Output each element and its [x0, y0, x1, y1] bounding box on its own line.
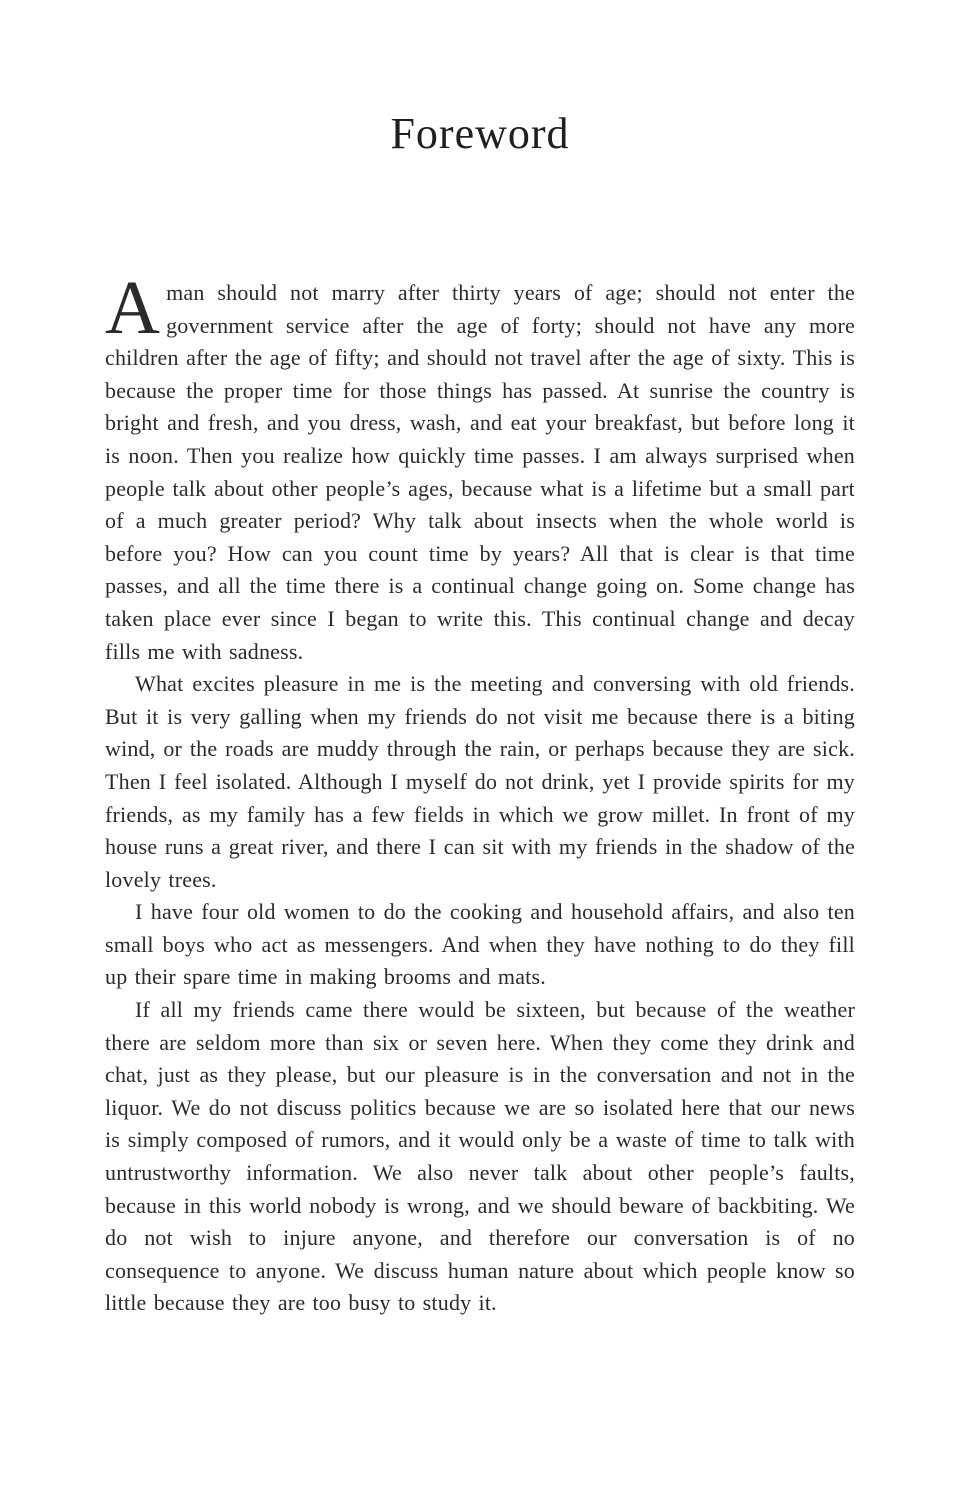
- paragraph: [105, 266, 855, 668]
- paragraph: [105, 668, 855, 896]
- paragraph-text: man should not marry after thirty years of age; should not enter the government service after the age of forty; should not have any more children after the age of fifty; and should not travel after the age of sixty. This is because the proper time for those things has passed. At sunrise the country is bright and fresh, and you dress, wash, and eat your breakfast, but before long it is noon. Then you realize how quickly time passes. I am always surprised when people talk about other people’s ages, because what is a lifetime but a small part of a much greater period? Why talk about insects when the whole world is before you? How can you count time by years? All that is clear is that time passes, and all the time there is a continual change going on. Some change has taken place ever since I began to write this. This continual change and decay fills me with sadness.: [105, 280, 855, 664]
- paragraph: [105, 896, 855, 994]
- paragraph: [105, 994, 855, 1320]
- drop-cap: A: [105, 266, 161, 350]
- paragraph-text: If all my friends came there would be sixteen, but because of the weather there are seldom more than six or seven here. When they come they drink and chat, just as they please, but our pleasure is in the conversation and not in the liquor. We do not discuss politics because we are so isolated here that our news is simply composed of rumors, and it would only be a waste of time to talk with untrustworthy information. We also never talk about other people’s faults, because in this world nobody is wrong, and we should beware of backbiting. We do not wish to injure anyone, and therefore our conversation is of no consequence to anyone. We discuss human nature about which people know so little because they are too busy to study it.: [105, 997, 855, 1316]
- paragraph-text: What excites pleasure in me is the meeting and conversing with old friends. But it is very galling when my friends do not visit me because there is a biting wind, or the roads are muddy through the rain, or perhaps because they are sick. Then I feel isolated. Although I myself do not drink, yet I provide spirits for my friends, as my family has a few fields in which we grow millet. In front of my house runs a great river, and there I can sit with my friends in the shadow of the lovely trees.: [105, 671, 855, 892]
- body-text: [105, 266, 855, 1320]
- page-title: Foreword: [390, 109, 570, 158]
- paragraph-text: I have four old women to do the cooking and household affairs, and also ten small boys who act as messengers. And when they have nothing to do they fill up their spare time in making brooms and mats.: [105, 899, 855, 990]
